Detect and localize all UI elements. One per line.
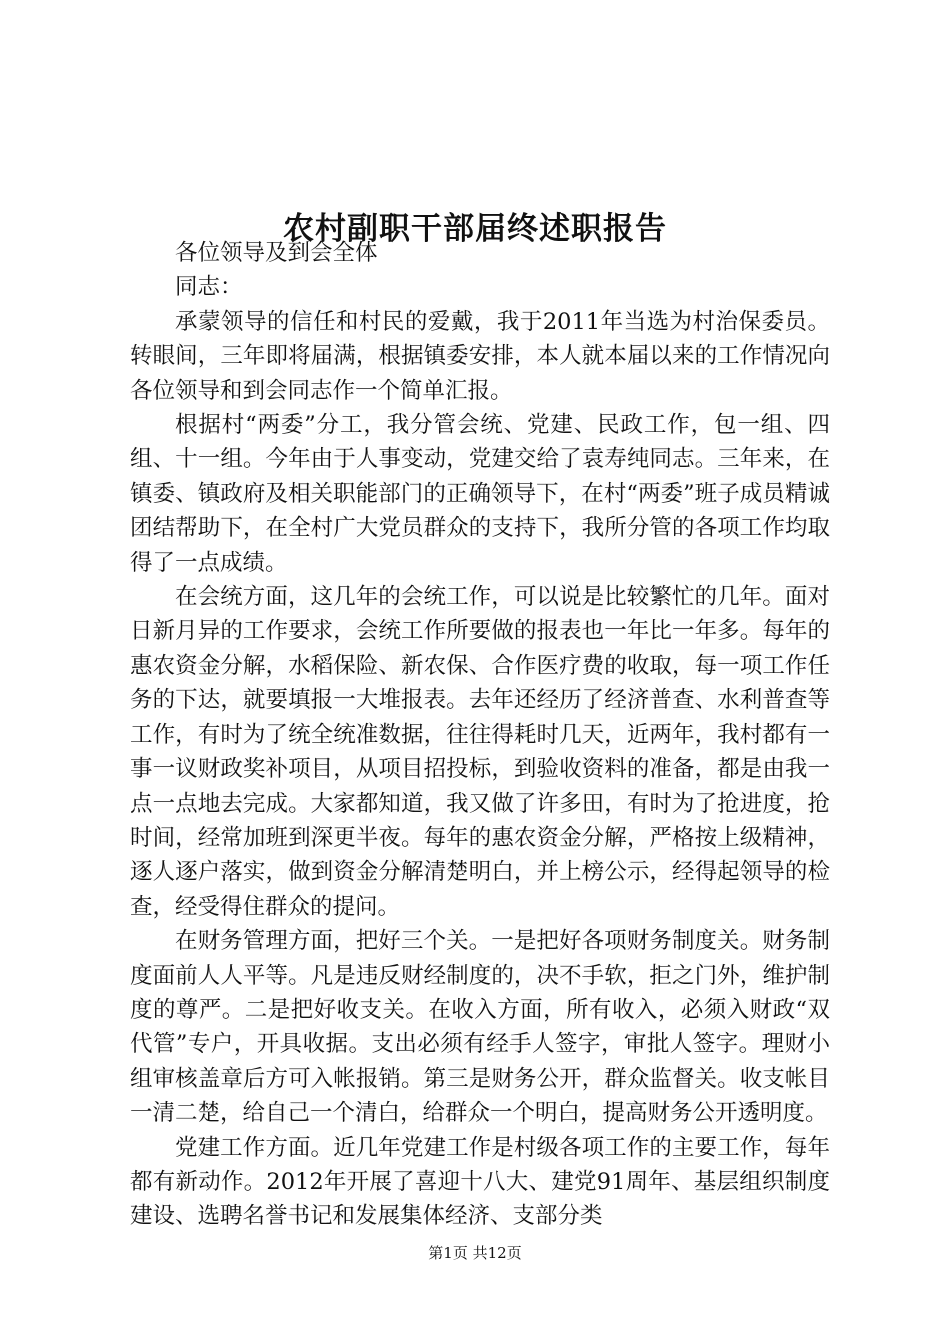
page-number-footer: 第1页 共12页 [428,1244,522,1262]
body-paragraph: 根据村“两委”分工，我分管会统、党建、民政工作，包一组、四组、十一组。今年由于人事变动，党建交给了袁寿纯同志。三年来，在镇委、镇政府及相关职能部门的正确领导下，在村“两委”班子成员精诚团结帮助下，在全村广大党员群众的支持下，我所分管的各项工作均取得了一点成绩。 [130,412,830,576]
document-body [130,236,830,1234]
document-title: 农村副职干部届终述职报告 [283,210,667,247]
salutation-line: 同志： [175,274,243,301]
body-paragraph: 承蒙领导的信任和村民的爱戴，我于2011年当选为村治保委员。转眼间，三年即将届满，根据镇委安排，本人就本届以来的工作情况向各位领导和到会同志作一个简单汇报。 [130,308,830,404]
salutation-line: 各位领导及到会全体 [175,240,378,266]
body-paragraph: 在会统方面，这几年的会统工作，可以说是比较繁忙的几年。面对日新月异的工作要求，会统工作所要做的报表也一年比一年多。每年的惠农资金分解，水稻保险、新农保、合作医疗费的收取，每一项工作任务的下达，就要填报一大堆报表。去年还经历了经济普查、水利普查等工作，有时为了统全统准数据，往往得耗时几天，近两年，我村都有一事一议财政奖补项目，从项目招投标，到验收资料的准备，都是由我一点一点地去完成。大家都知道，我又做了许多田，有时为了抢进度，抢时间，经常加班到深更半夜。每年的惠农资金分解，严格按上级精神，逐人逐户落实，做到资金分解清楚明白，并上榜公示，经得起领导的检查，经受得住群众的提问。 [130,584,830,920]
body-paragraph: 在财务管理方面，把好三个关。一是把好各项财务制度关。财务制度面前人人平等。凡是违反财经制度的，决不手软，拒之门外，维护制度的尊严。二是把好收支关。在收入方面，所有收入，必须入财政“双代管”专户，开具收据。支出必须有经手人签字，审批人签字。理财小组审核盖章后方可入帐报销。第三是财务公开，群众监督关。收支帐目一清二楚，给自己一个清白，给群众一个明白，提高财务公开透明度。 [130,928,830,1127]
body-paragraph: 党建工作方面。近几年党建工作是村级各项工作的主要工作，每年都有新动作。2012年开展了喜迎十八大、建党91周年、基层组织制度建设、选聘名誉书记和发展集体经济、支部分类 [130,1134,830,1230]
